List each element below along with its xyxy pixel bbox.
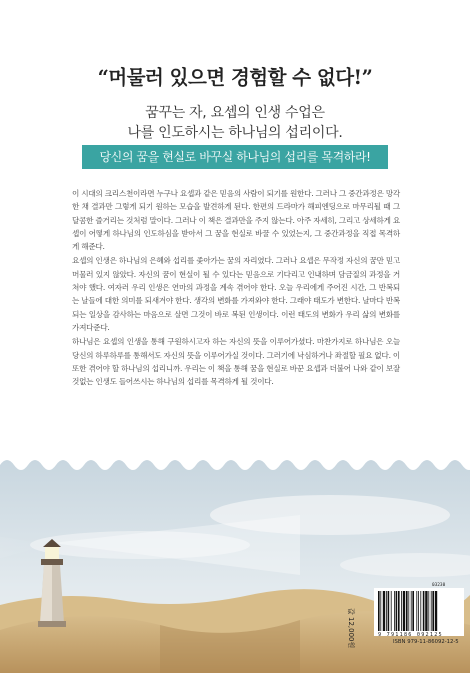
description-body	[72, 187, 400, 389]
headline-quote: “머물러 있으면 경험할 수 없다!”	[97, 66, 373, 89]
barcode	[374, 588, 464, 636]
barcode-addon: 03230	[432, 583, 446, 588]
barcode-number: 9 791186 092125	[378, 632, 443, 638]
barcode-bars	[374, 588, 464, 636]
price-label: 값 12,000원	[347, 608, 355, 649]
paragraph-1: 이 시대의 크리스천이라면 누구나 요셉과 같은 믿음의 사람이 되기를 원한다. 그러나 그 중간과정은 망각한 채 결과만 그렇게 되기 원하는 모습을 발견하게 된다. 한편의 드라마가 해피엔딩으로 마무리될 때 그 달콤한 즐거리는 것처럼 말이다. 그러나 이 책은 결과만을 주지 않는다. 아주 자세히, 그리고 상세하게 요셉이 어떻게 하나님의 인도하심을 받아서 그 꿈을 현실로 바꿀 수 있었는지, 그 중간과정을 직접 목격하게 해준다.	[72, 189, 400, 252]
tagline-banner: 당신의 꿈을 현실로 바꾸실 하나님의 섭리를 목격하라!	[82, 145, 388, 169]
isbn-number: ISBN 979-11-86092-12-5	[393, 639, 459, 645]
subtitle-line-2: 나를 인도하시는 하나님의 섭리이다.	[127, 125, 343, 141]
paragraph-3: 하나님은 요셉의 인생을 통해 구원하시고자 하는 자신의 뜻을 이루어가셨다. 마찬가지로 하나님은 오늘 당신의 하루하루를 통해서도 자신의 뜻을 이루어가실 것이다. 그러기에 낙심하거나 좌절할 필요 없다. 이 또한 겪어야 할 하나님의 섭리니까. 우리는 이 책을 통해 꿈을 현실로 바꾼 요셉과 더불어 나와 같이 보잘것없는 인생도 들어쓰시는 하나님의 섭리를 목격하게 될 것이다.	[72, 337, 400, 387]
subtitle-line-1: 꿈꾸는 자, 요셉의 인생 수업은	[145, 105, 325, 121]
paragraph-2: 요셉의 인생은 하나님의 은혜와 섭리를 좇아가는 꿈의 자리였다. 그러나 요셉은 무작정 자신의 꿈만 믿고 머물러 있지 않았다. 자신의 꿈이 현실이 될 수 있다는 믿음으로 기다리고 인내하며 담금질의 과정을 거쳐야 했다. 여자러 우리 인생은 연마의 과정을 계속 겪어야 한다. 오늘 우리에게 주어진 시간, 그 반복되는 날들에 대한 의미를 되새겨야 한다. 생각의 변화를 가져와야 한다. 그래야 태도가 변한다. 날마다 반복되는 일상을 감사하는 마음으로 살면 그것이 바로 복된 인생이다. 이런 태도의 변화가 우리 삶의 변화를 가져다준다.	[72, 256, 400, 332]
